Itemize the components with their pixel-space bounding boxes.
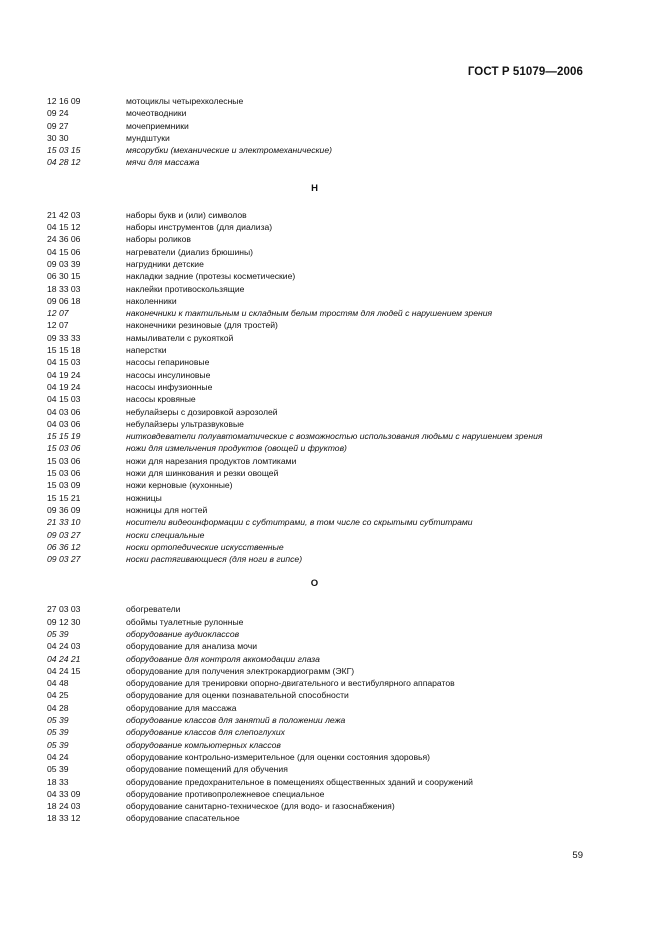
entry-term: нитковдеватели полуавтоматические с возможностью использования людьми с нарушением зрения: [126, 431, 543, 442]
index-entry: [47, 442, 582, 454]
entry-term: наборы инструментов (для диализа): [126, 222, 273, 233]
entry-code: 04 25: [47, 690, 69, 701]
entry-code: 09 24: [47, 108, 69, 119]
entry-code: 15 15 21: [47, 492, 81, 503]
entry-code: 09 27: [47, 120, 69, 131]
document-header: ГОСТ Р 51079—2006: [467, 66, 583, 78]
entry-term: оборудование контрольно-измерительное (для оценки состояния здоровья): [126, 751, 431, 762]
index-entry: [47, 120, 582, 132]
entry-term: ножницы: [126, 492, 162, 503]
entry-term: насосы инфузионные: [126, 381, 213, 392]
index-entry: [47, 270, 582, 282]
entry-term: ножи для измельчения продуктов (овощей и фруктов): [126, 443, 347, 454]
entry-term: носки растягивающиеся (для ноги в гипсе): [126, 554, 303, 565]
index-entry: [47, 677, 582, 689]
entry-term: мочеотводники: [126, 108, 187, 119]
entry-term: носители видеоинформации с субтитрами, в том числе со скрытыми субтитрами: [126, 517, 473, 528]
entry-code: 09 03 27: [47, 529, 81, 540]
entry-term: оборудование противопролежневое специальное: [126, 788, 325, 799]
index-entry: [47, 479, 582, 491]
index-entry: [47, 467, 582, 479]
entry-code: 04 15 03: [47, 394, 81, 405]
entry-code: 04 15 03: [47, 357, 81, 368]
entry-term: оборудование предохранительное в помещениях общественных зданий и сооружений: [126, 776, 473, 787]
entry-code: 21 42 03: [47, 209, 81, 220]
index-entry: [47, 653, 582, 665]
entry-term: ножницы для ногтей: [126, 504, 208, 515]
entry-code: 04 03 06: [47, 418, 81, 429]
entry-term: обоймы туалетные рулонные: [126, 616, 244, 627]
index-entry: [47, 369, 582, 381]
index-entry: [47, 393, 582, 405]
index-entry: [47, 295, 582, 307]
index-entry: [47, 640, 582, 652]
index-entry: [47, 516, 582, 528]
entry-code: 06 30 15: [47, 271, 81, 282]
entry-code: 09 06 18: [47, 295, 81, 306]
entry-code: 09 03 27: [47, 554, 81, 565]
entry-code: 15 03 09: [47, 480, 81, 491]
entry-code: 12 07: [47, 308, 69, 319]
entry-term: оборудование для анализа мочи: [126, 641, 258, 652]
entry-code: 12 07: [47, 320, 69, 331]
index-entry: [47, 344, 582, 356]
entry-term: насосы кровяные: [126, 394, 196, 405]
entry-term: наконечники к тактильным и складным белым тростям для людей с нарушением зрения: [126, 308, 493, 319]
entry-term: ножи керновые (кухонные): [126, 480, 233, 491]
entry-term: оборудование для контроля аккомодации глаза: [126, 653, 320, 664]
entry-term: наконечники резиновые (для тростей): [126, 320, 278, 331]
entry-code: 30 30: [47, 132, 69, 143]
index-entry: [47, 529, 582, 541]
entry-code: 04 28 12: [47, 157, 81, 168]
entry-code: 04 24 03: [47, 641, 81, 652]
entry-term: наборы роликов: [126, 234, 191, 245]
index-entry: [47, 307, 582, 319]
page-number: 59: [572, 850, 583, 861]
index-entry: [47, 492, 582, 504]
index-entry: [47, 107, 582, 119]
entry-code: 04 15 06: [47, 246, 81, 257]
index-entry: [47, 356, 582, 368]
entry-term: оборудование помещений для обучения: [126, 764, 288, 775]
index-content: [47, 95, 582, 825]
entry-term: оборудование компьютерных классов: [126, 739, 281, 750]
index-entry: [47, 258, 582, 270]
entry-term: обогреватели: [126, 604, 181, 615]
entry-code: 15 03 15: [47, 145, 81, 156]
index-entry: [47, 751, 582, 763]
index-entry: [47, 381, 582, 393]
entry-code: 09 33 33: [47, 332, 81, 343]
entry-term: носки ортопедические искусственные: [126, 541, 284, 552]
entry-code: 05 39: [47, 715, 69, 726]
entry-code: 04 28: [47, 702, 69, 713]
entry-code: 04 24: [47, 751, 69, 762]
entry-term: ножи для нарезания продуктов ломтиками: [126, 455, 297, 466]
index-entry: [47, 95, 582, 107]
entry-term: наколенники: [126, 295, 177, 306]
entry-code: 18 33 03: [47, 283, 81, 294]
index-entry: [47, 233, 582, 245]
entry-term: мотоциклы четырехколесные: [126, 96, 244, 106]
entry-code: 24 36 06: [47, 234, 81, 245]
index-entry: [47, 455, 582, 467]
index-entry: [47, 332, 582, 344]
entry-code: 18 24 03: [47, 801, 81, 812]
entry-code: 15 03 06: [47, 455, 81, 466]
index-entry: [47, 616, 582, 628]
entry-term: мясорубки (механические и электромеханические): [126, 145, 332, 156]
entry-code: 04 48: [47, 678, 69, 689]
entry-term: намыливатели с рукояткой: [126, 332, 234, 343]
entry-term: наборы букв и (или) символов: [126, 209, 247, 220]
entry-code: 05 39: [47, 727, 69, 738]
entry-term: мочеприемники: [126, 120, 189, 131]
entry-term: оборудование для оценки познавательной способности: [126, 690, 349, 701]
index-entry: [47, 430, 582, 442]
index-entry: [47, 739, 582, 751]
index-entry: [47, 553, 582, 565]
index-entry: [47, 702, 582, 714]
entry-term: оборудование классов для занятий в положении лежа: [126, 715, 346, 726]
entry-term: оборудование аудиоклассов: [126, 628, 240, 639]
entry-code: 04 15 12: [47, 222, 81, 233]
index-entry: [47, 418, 582, 430]
entry-term: носки специальные: [126, 529, 205, 540]
entry-code: 15 03 06: [47, 443, 81, 454]
index-entry: [47, 726, 582, 738]
entry-code: 12 16 09: [47, 96, 81, 106]
entry-code: 15 03 06: [47, 468, 81, 479]
entry-term: насосы гепариновые: [126, 357, 210, 368]
entry-term: нагреватели (диализ брюшины): [126, 246, 254, 257]
entry-term: мячи для массажа: [126, 157, 200, 168]
index-entry: [47, 714, 582, 726]
entry-term: мундштуки: [126, 132, 170, 143]
section-letter: Н: [311, 182, 318, 194]
entry-term: оборудование для тренировки опорно-двигательного и вестибулярного аппаратов: [126, 678, 455, 689]
entry-code: 15 15 18: [47, 345, 81, 356]
entry-code: 04 24 21: [47, 653, 81, 664]
index-entry: [47, 603, 582, 615]
entry-code: 15 15 19: [47, 431, 81, 442]
entry-term: оборудование классов для слепоглухих: [126, 727, 285, 738]
entry-term: небулайзеры с дозировкой аэрозолей: [126, 406, 278, 417]
index-entry: [47, 628, 582, 640]
entry-code: 27 03 03: [47, 604, 81, 615]
entry-code: 05 39: [47, 764, 69, 775]
entry-term: накладки задние (протезы косметические): [126, 271, 296, 282]
index-entry: [47, 541, 582, 553]
entry-code: 09 12 30: [47, 616, 81, 627]
section-letter: О: [310, 578, 319, 590]
entry-term: оборудование санитарно-техническое (для водо- и газоснабжения): [126, 801, 395, 812]
entry-term: ножи для шинкования и резки овощей: [126, 468, 279, 479]
entry-code: 04 03 06: [47, 406, 81, 417]
index-entry: [47, 776, 582, 788]
entry-term: небулайзеры ультразвуковые: [126, 418, 244, 429]
entry-code: 05 39: [47, 739, 69, 750]
index-entry: [47, 209, 582, 221]
index-entry: [47, 665, 582, 677]
index-entry: [47, 132, 582, 144]
index-entry: [47, 800, 582, 812]
index-entry: [47, 812, 582, 824]
entry-term: наклейки противоскользящие: [126, 283, 245, 294]
entry-code: 04 33 09: [47, 788, 81, 799]
entry-term: нагрудники детские: [126, 258, 204, 269]
entry-code: 18 33: [47, 776, 69, 787]
index-entry: [47, 283, 582, 295]
index-entry: [47, 144, 582, 156]
entry-code: 06 36 12: [47, 541, 81, 552]
entry-term: оборудование для массажа: [126, 702, 237, 713]
entry-term: оборудование спасательное: [126, 813, 240, 824]
index-entry: [47, 406, 582, 418]
entry-code: 05 39: [47, 628, 69, 639]
index-entry: [47, 788, 582, 800]
entry-code: 21 33 10: [47, 517, 81, 528]
entry-code: 09 03 39: [47, 258, 81, 269]
index-entry: [47, 156, 582, 168]
entry-code: 04 19 24: [47, 381, 81, 392]
entry-code: 09 36 09: [47, 504, 81, 515]
index-entry: [47, 221, 582, 233]
index-entry: [47, 319, 582, 331]
entry-code: 04 19 24: [47, 369, 81, 380]
index-entry: [47, 504, 582, 516]
entry-term: насосы инсулиновые: [126, 369, 211, 380]
entry-term: наперстки: [126, 345, 167, 356]
entry-term: оборудование для получения электрокардиограмм (ЭКГ): [126, 665, 355, 676]
index-entry: [47, 246, 582, 258]
index-entry: [47, 763, 582, 775]
index-entry: [47, 689, 582, 701]
entry-code: 04 24 15: [47, 665, 81, 676]
entry-code: 18 33 12: [47, 813, 81, 824]
